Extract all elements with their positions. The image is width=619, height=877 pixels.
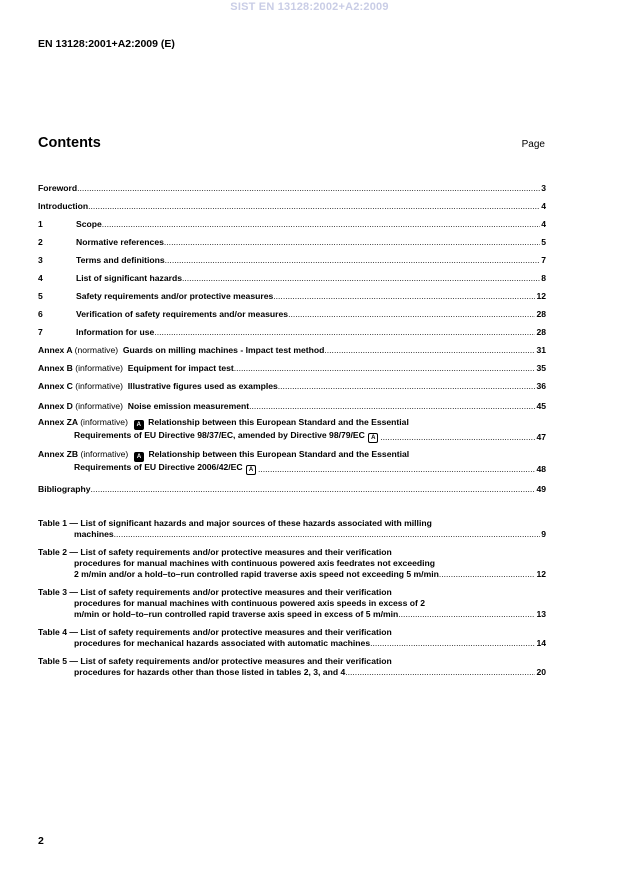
toc-entry-information-for-use[interactable] [38,320,546,338]
annex-label: Annex ZB [38,449,79,459]
amendment-start-icon: A [134,452,144,462]
toc-entry-introduction[interactable] [38,194,546,212]
toc-entry-title: Safety requirements and/or protective measures [76,291,274,301]
annex-title: Illustrative figures used as examples [127,381,278,391]
toc-entry-page: 7 [541,255,546,265]
table-entry-page: 13 [536,609,546,619]
table-title-line1: List of safety requirements and/or protective measures and their verification [80,587,392,597]
page-number: 2 [38,835,44,847]
toc-entry-normative-references[interactable] [38,230,546,248]
table-entry-page: 12 [536,569,546,579]
annex-label: Annex C [38,381,73,391]
annex-label: Annex A [38,345,73,355]
toc-entry-title: Normative references [76,237,164,247]
annex-type: (informative) [80,417,128,427]
toc-entry-page: 45 [536,401,546,411]
toc-entry-annex-zb[interactable] [38,445,546,475]
toc-entry-number: 1 [38,219,43,229]
toc-entry-scope[interactable] [38,212,546,230]
toc-entry-number: 3 [38,255,43,265]
annex-label: Annex D [38,401,73,411]
toc-entry-significant-hazards[interactable] [38,266,546,284]
table-prefix: Table 4 — [38,627,78,637]
annex-type: (informative) [80,449,129,459]
toc-entry-title: Bibliography [38,484,91,494]
annex-title: Equipment for impact test [127,363,234,373]
table-title-line2: procedures for manual machines with continuous powered axis speeds in excess of 2 [74,598,426,608]
annex-type: (informative) [75,381,124,391]
toc-entry-annex-d[interactable] [38,392,546,412]
toc-entry-title: Information for use [76,327,155,337]
toc-entry-number: 5 [38,291,43,301]
table-prefix: Table 3 — [38,587,78,597]
amendment-end-icon: A [368,433,378,443]
table-title-line2: procedures for manual machines with continuous powered axis feedrates not exceeding [74,558,436,568]
annex-title: Guards on milling machines - Impact test method [122,345,325,355]
list-of-tables [38,515,546,678]
toc-entry-page: 31 [536,345,546,355]
toc-entry-annex-c[interactable] [38,374,546,392]
toc-entry-page: 48 [536,464,546,474]
table-title-line2: procedures for hazards other than those listed in tables 2, 3, and 4 [74,667,346,677]
toc-entry-title: Verification of safety requirements and/or measures [76,309,289,319]
annex-label: Annex B [38,363,73,373]
annex-type: (informative) [75,401,124,411]
table-of-contents [38,176,546,495]
table-title-line1: List of safety requirements and/or protective measures and their verification [80,547,392,557]
table-title-line3: m/min or hold–to–run controlled rapid traverse axis speed in excess of 5 m/min [74,609,399,619]
toc-entry-page: 36 [536,381,546,391]
toc-entry-page: 35 [536,363,546,373]
toc-entry-title: Foreword [38,183,78,193]
toc-entry-title: Introduction [38,201,89,211]
toc-entry-page: 28 [536,309,546,319]
table-title-line2: machines [74,529,114,539]
table-prefix: Table 5 — [38,656,78,666]
table-title-line1: List of safety requirements and/or protective measures and their verification [80,627,392,637]
contents-heading: Contents [38,135,101,151]
toc-entry-foreword[interactable] [38,176,546,194]
amendment-end-icon: A [246,465,256,475]
table-entry-2[interactable] [38,544,546,580]
annex-type: (normative) [74,345,119,355]
toc-entry-number: 4 [38,273,43,283]
annex-label: Annex ZA [38,417,78,427]
toc-entry-page: 49 [536,484,546,494]
amendment-start-icon: A [134,420,144,430]
toc-entry-page: 8 [541,273,546,283]
table-title-line3: 2 m/min and/or a hold–to–run controlled rapid traverse axis speed not exceeding 5 m/min [74,569,439,579]
table-prefix: Table 1 — [38,518,78,528]
toc-entry-title: List of significant hazards [76,273,183,283]
annex-title-line2: Requirements of EU Directive 98/37/EC, amended by Directive 98/79/EC [74,430,365,440]
toc-entry-terms-and-definitions[interactable] [38,248,546,266]
toc-entry-verification[interactable] [38,302,546,320]
toc-entry-number: 2 [38,237,43,247]
toc-entry-page: 28 [536,327,546,337]
toc-entry-page: 4 [541,219,546,229]
annex-title-line1: Relationship between this European Standard and the Essential [148,449,410,459]
table-title-line2: procedures for mechanical hazards associated with automatic machines [74,638,371,648]
annex-type: (informative) [75,363,124,373]
table-title-line1: List of significant hazards and major sources of these hazards associated with milling [80,518,432,528]
toc-entry-number: 7 [38,327,43,337]
toc-entry-page: 12 [536,291,546,301]
table-entry-page: 9 [541,529,546,539]
toc-entry-number: 6 [38,309,43,319]
table-prefix: Table 2 — [38,547,78,557]
toc-entry-annex-b[interactable] [38,356,546,374]
annex-title-line2: Requirements of EU Directive 2006/42/EC [74,462,243,472]
toc-entry-bibliography[interactable] [38,477,546,495]
annex-title-line1: Relationship between this European Standard and the Essential [148,417,409,427]
table-entry-4[interactable] [38,624,546,649]
toc-entry-page: 4 [541,201,546,211]
table-entry-page: 20 [536,667,546,677]
watermark: SIST EN 13128:2002+A2:2009 [230,1,389,13]
document-id: EN 13128:2001+A2:2009 (E) [38,38,175,50]
toc-entry-title: Terms and definitions [76,255,165,265]
table-title-line1: List of safety requirements and/or protective measures and their verification [80,656,392,666]
table-entry-page: 14 [536,638,546,648]
toc-entry-page: 3 [541,183,546,193]
table-entry-5[interactable] [38,653,546,678]
toc-entry-annex-za[interactable] [38,413,546,443]
toc-entry-safety-requirements[interactable] [38,284,546,302]
table-entry-1[interactable] [38,515,546,540]
toc-entry-page: 5 [541,237,546,247]
toc-entry-annex-a[interactable] [38,338,546,356]
toc-entry-page: 47 [536,432,546,442]
page-column-label: Page [521,139,545,150]
table-entry-3[interactable] [38,584,546,620]
toc-entry-title: Scope [76,219,102,229]
annex-title: Noise emission measurement [127,401,250,411]
